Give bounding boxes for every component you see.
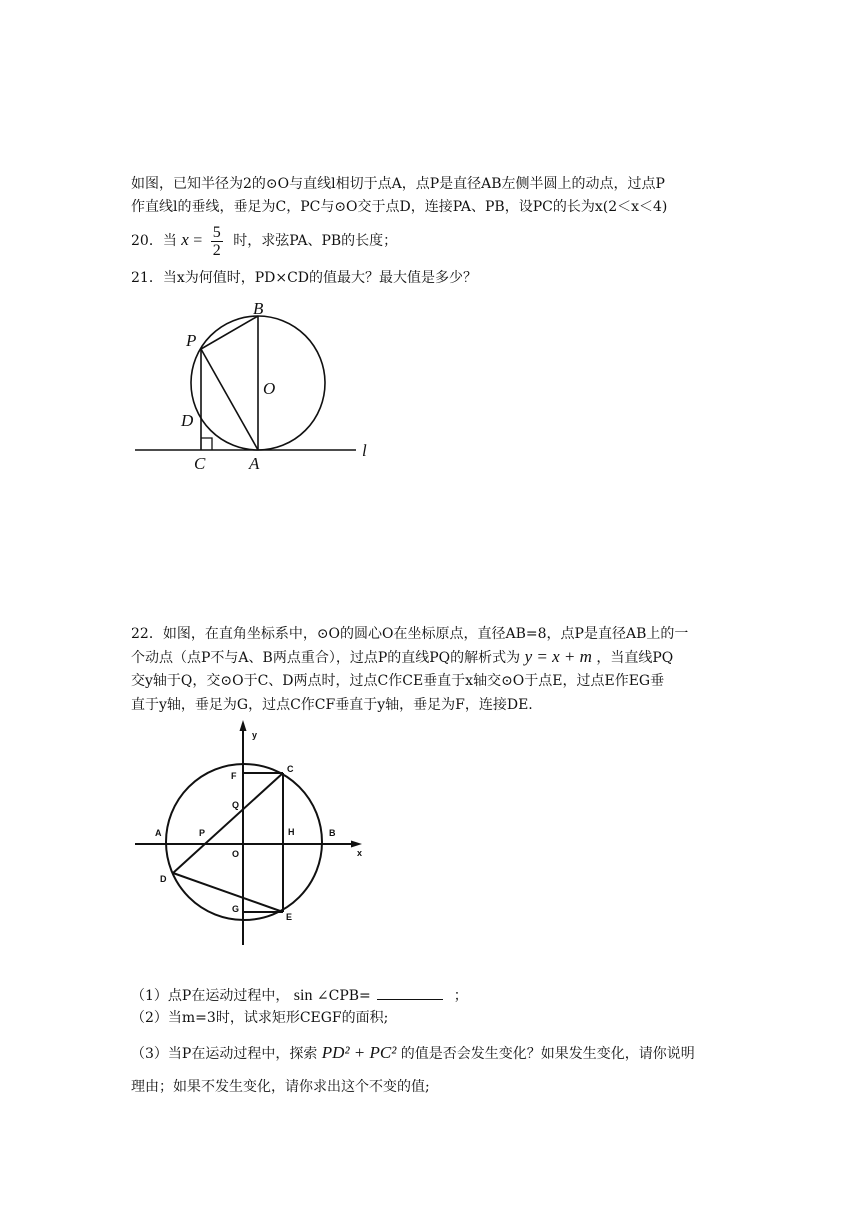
label-p: P (186, 331, 197, 350)
sub3-prefix: （3）当P在运动过程中，探索 (131, 1046, 318, 1062)
label-y: y (252, 730, 258, 740)
q20-suffix: 时，求弦PA、PB的长度； (233, 233, 398, 249)
intro-line-1: 如图，已知半径为2的⊙O与直线l相切于点A，点P是直径AB左侧半圆上的动点，过点P (131, 176, 665, 192)
sub-question-1 (131, 985, 468, 1006)
sub-question-2: （2）当m=3时，试求矩形CEGF的面积; (131, 1010, 389, 1026)
q22-equation: y = x + m (524, 647, 592, 666)
sub1-sin: sin (293, 987, 313, 1004)
sub1-prefix: （1）点P在运动过程中， (131, 988, 290, 1004)
label-b: B (253, 299, 264, 318)
q20-equals: = (193, 232, 203, 249)
q22-line-2-suffix: ，当直线PQ (596, 650, 674, 666)
label-c: C (194, 454, 206, 473)
intro-line-2: 作直线l的垂线，垂足为C，PC与⊙O交于点D，连接PA、PB，设PC的长为x(2＜x＜4) (131, 199, 668, 215)
q20-variable: x (181, 230, 189, 249)
label-a: A (249, 454, 260, 473)
label-p: P (199, 828, 206, 838)
label-a: A (155, 828, 162, 838)
q20-numerator: 5 (212, 223, 221, 241)
segment-de (173, 873, 283, 912)
label-h: H (288, 827, 295, 837)
label-q: Q (232, 800, 240, 810)
label-l: l (362, 441, 367, 460)
x-axis-arrow (351, 841, 362, 848)
sub3-expression: PD² + PC² (321, 1043, 397, 1062)
label-d: D (160, 874, 167, 884)
sub1-suffix: ； (453, 988, 468, 1004)
label-x: x (357, 848, 363, 858)
sub-question-3 (131, 1043, 695, 1064)
question-21: 21．当x为何值时，PD×CD的值最大？最大值是多少？ (131, 270, 478, 286)
sub-question-3-line-2: 理由；如果不发生变化，请你求出这个不变的值; (131, 1079, 430, 1095)
label-e: E (286, 912, 293, 922)
q20-denominator: 2 (212, 241, 221, 259)
sub3-suffix: 的值是否会发生变化？如果发生变化，请你说明 (400, 1046, 695, 1062)
label-b: B (329, 828, 336, 838)
label-g: G (232, 904, 240, 914)
q20-prefix: 20．当 (131, 233, 177, 249)
line-pq (173, 773, 283, 873)
label-f: F (231, 771, 237, 781)
sub1-angle: ∠CPB= (316, 988, 371, 1004)
q22-line-2-prefix: 个动点（点P不与A、B两点重合），过点P的直线PQ的解析式为 (131, 650, 521, 666)
label-d: D (181, 411, 194, 430)
answer-blank (377, 985, 443, 1000)
q22-line-3: 交y轴于Q，交⊙O于C、D两点时，过点C作CE垂直于x轴交⊙O于点E，过点E作EG垂 (131, 673, 665, 689)
label-c: C (287, 764, 294, 774)
label-o: O (263, 379, 276, 398)
y-axis-arrow (240, 720, 247, 731)
label-o: O (232, 849, 240, 859)
q22-line-4: 直于y轴，垂足为G，过点C作CF垂直于y轴，垂足为F，连接DE. (131, 697, 533, 713)
q22-line-1: 22．如图，在直角坐标系中，⊙O的圆心O在坐标原点，直径AB=8，点P是直径AB上的一 (131, 626, 689, 642)
